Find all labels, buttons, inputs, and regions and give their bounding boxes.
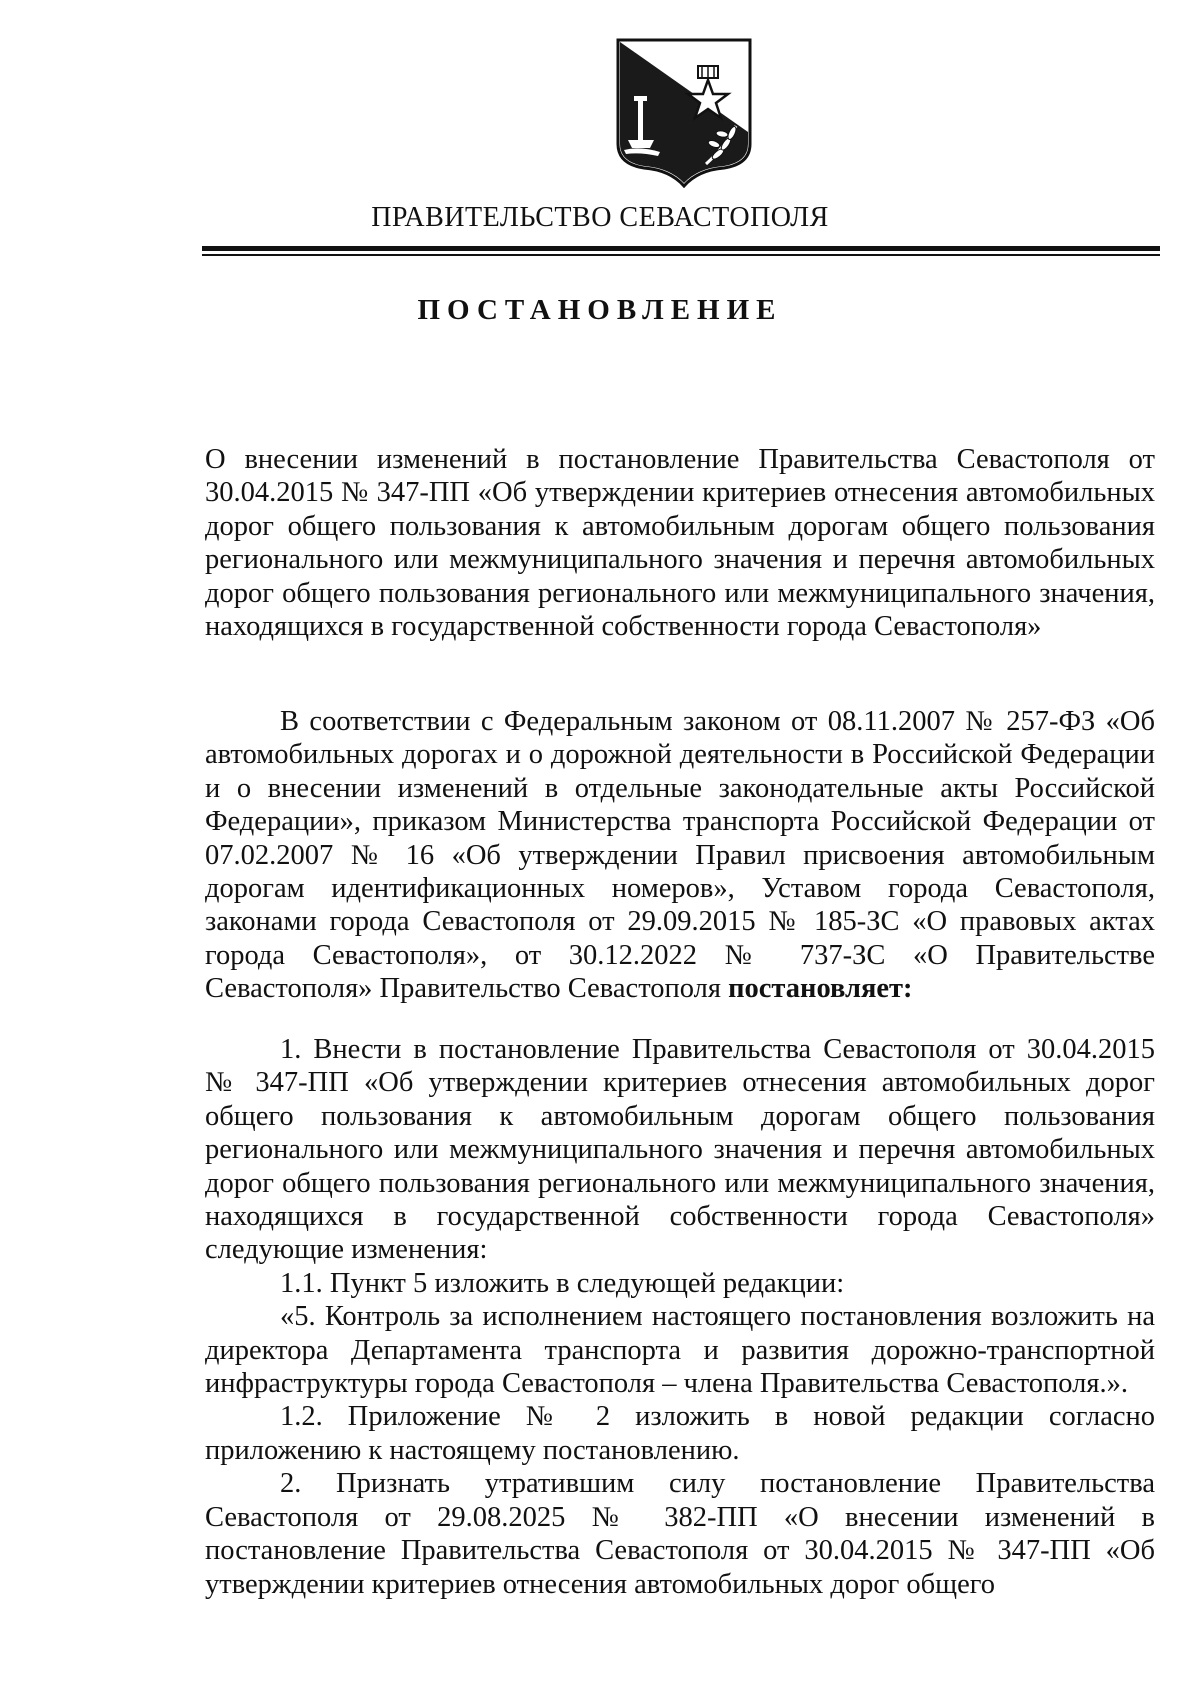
subject-text: О внесении изменений в постановление Правительства Севастополя от 30.04.2015 № 347-ПП «Об утверждении критериев отнесения автомобильных дорог общего пользования к автомобильным дорогам общего пользования регионального или межмуниципального значения и перечня автомобильных дорог общего пользования регионального или межмуниципального значения, находящихся в государственной собственности города Севастополя» bbox=[205, 444, 1155, 643]
document-subject bbox=[205, 443, 1155, 643]
resolves-word: постановляет: bbox=[728, 973, 913, 1005]
resolution-item-1-2: 1.2. Приложение № 2 изложить в новой редакции согласно приложению к настоящему постановлению. bbox=[205, 1401, 1155, 1466]
preamble-text: В соответствии с Федеральным законом от 08.11.2007 № 257-ФЗ «Об автомобильных дорогах и о дорожной деятельности в Российской Федерации и о внесении изменений в отдельные законодательные акты Российской Федерации», приказом Министерства транспорта Российской Федерации от 07.02.2007 № 16 «Об утверждении Правил присвоения автомобильным дорогам идентификационных номеров», Уставом города Севастополя, законами города Севастополя от 29.09.2015 № 185-ЗС «О правовых актах города Севастополя», от 30.12.2022 № 737-ЗС «О Правительстве Севастополя» Правительство Севастополя bbox=[205, 706, 1155, 1005]
resolution-item-quote: «5. Контроль за исполнением настоящего постановления возложить на директора Департамента транспорта и развития дорожно-транспортной инфраструктуры города Севастополя – члена Правительства Севастополя.». bbox=[205, 1301, 1155, 1400]
sevastopol-coat-of-arms-icon bbox=[614, 36, 754, 188]
header-divider-thin bbox=[202, 254, 1160, 256]
resolution-item-1: 1. Внести в постановление Правительства Севастополя от 30.04.2015 № 347-ПП «Об утверждении критериев отнесения автомобильных дорог общего пользования к автомобильным дорогам общего пользования регионального или межмуниципального значения и перечня автомобильных дорог общего пользования регионального или межмуниципального значения, находящихся в государственной собственности города Севастополя» следующие изменения: bbox=[205, 1034, 1155, 1266]
resolution-item-1-1: 1.1. Пункт 5 изложить в следующей редакции: bbox=[280, 1267, 845, 1299]
government-name: ПРАВИТЕЛЬСТВО СЕВАСТОПОЛЯ bbox=[371, 202, 829, 233]
preamble bbox=[205, 705, 1155, 1006]
preamble-paragraph bbox=[205, 705, 1155, 1006]
document-type-title: ПОСТАНОВЛЕНИЕ bbox=[417, 294, 783, 326]
header-divider-thick bbox=[202, 246, 1160, 251]
resolution-item-2: 2. Признать утратившим силу постановление Правительства Севастополя от 29.08.2025 № 382-ПП «О внесении изменений в постановление Правительства Севастополя от 30.04.2015 № 347-ПП «Об утверждении критериев отнесения автомобильных дорог общего bbox=[205, 1468, 1155, 1600]
resolution-items bbox=[205, 1033, 1155, 1601]
